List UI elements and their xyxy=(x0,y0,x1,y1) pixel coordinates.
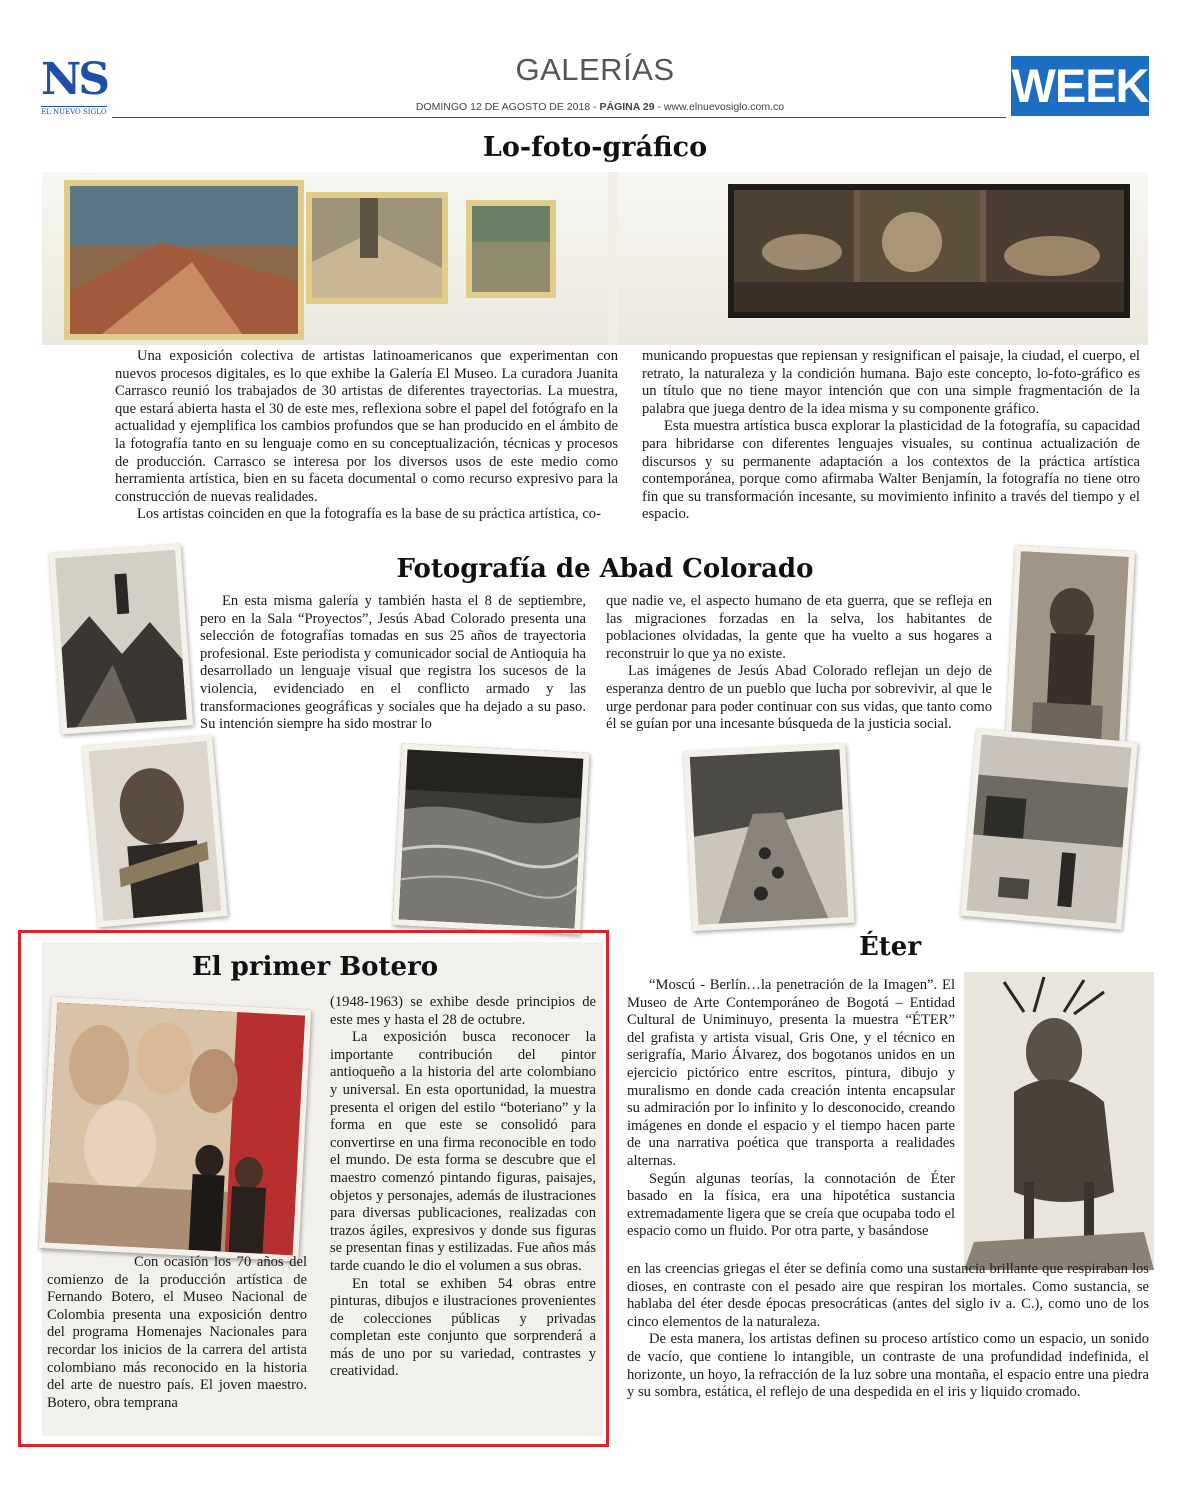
masthead-rule xyxy=(112,117,1006,118)
masthead xyxy=(0,0,1191,125)
paragraph: En total se exhiben 54 obras entre pinturas, dibujos e ilustraciones provenientes de colecciones públicas y privadas completan este conjunto que sorprenderá a más de uno por su variedad, contrastes y creatividad. xyxy=(330,1275,596,1380)
paragraph: Con ocasión los 70 años del comienzo de la producción artística de Fernando Botero, el Museo Nacional de Colombia presenta una exposición dentro del programa Homenajes Nacionales para recordar los inicios de la carrera del artista colombiano más reconocido en la historia del arte de nuestro país. El joven maestro. Botero, obra temprana xyxy=(47,1254,307,1411)
botero-col1 xyxy=(47,1254,307,1412)
photo-eter-engraving-art xyxy=(964,972,1154,1270)
section-title: GALERÍAS xyxy=(515,52,675,87)
gallery-photo xyxy=(42,172,1148,345)
week-badge: WEEK xyxy=(1011,56,1149,116)
dateline: DOMINGO 12 DE AGOSTO DE 2018 - PÁGINA 29 - www.elnuevosiglo.com.co xyxy=(415,101,785,113)
gallery-photo-art xyxy=(42,172,1148,345)
photo-displaced-people xyxy=(683,743,854,931)
lofotografico-col1 xyxy=(115,348,618,524)
photo-street-soldier-art xyxy=(967,735,1132,923)
headline-botero: El primer Botero xyxy=(191,952,439,982)
paragraph-continued: que nadie ve, el aspecto humano de eta guerra, que se refleja en las migraciones forzadas en la selva, los habitantes de poblaciones olvidadas, la gente que ha vuelto a sus hogares a reconstruir lo que ya no existe. xyxy=(606,593,992,662)
photo-smiling-boy-art xyxy=(89,741,221,921)
photo-river-art xyxy=(399,750,584,929)
photo-smiling-boy xyxy=(82,735,227,928)
photo-eter-engraving xyxy=(964,972,1154,1270)
photo-river xyxy=(392,743,589,935)
dateline-page: PÁGINA 29 xyxy=(599,101,655,113)
headline-eter: Éter xyxy=(858,932,922,962)
paragraph: De esta manera, los artistas definen su proceso artístico como un espacio, un sonido de vacío, que contiene lo intangible, un contraste de una profundidad indefinida, el horizonte, un hoyo, la refracción de la luz sobre una montaña, el espacio entre una piedra y su sombra, estática, el reflejo de una despedida en el iris y liquido cromado. xyxy=(627,1331,1149,1401)
paragraph: Las imágenes de Jesús Abad Colorado reflejan un dejo de esperanza dentro de un pueblo que lucha por sobrevivir, al que le urge perdonar para poder continuar con sus vidas, que tanto como él se guían por una incesante búsqueda de la justicia social. xyxy=(606,663,992,733)
photo-botero-exhibition-art xyxy=(45,1003,305,1256)
paragraph-continued: (1948-1963) se exhibe desde principios de este mes y hasta el 28 de octubre. xyxy=(330,994,596,1028)
dateline-website[interactable]: www.elnuevosiglo.com.co xyxy=(663,101,785,113)
photo-street-soldier xyxy=(960,728,1138,929)
paragraph: Una exposición colectiva de artistas latinoamericanos que experimentan con nuevos procesos digitales, es lo que exhibe la Galería El Museo. La curadora Juanita Carrasco reunió los trabajados de 30 artistas de diferentes trayectorias. La muestra, que estará abierta hasta el 30 de este mes, reflexiona sobre el papel del fotógrafo en la actualidad y ejemplifica los cambios profundos que se han producido en el ámbito de la fotografía tanto en su lenguaje como en su conceptualización, técnicas y procesos de producción. Carrasco se interesa por los diversos usos de este medio como herramienta artística, bien en su faceta documental o como recurso expresivo para la construcción de nuevas realidades. xyxy=(115,348,618,505)
photo-mother-child xyxy=(1005,545,1135,749)
dateline-date: DOMINGO 12 DE AGOSTO DE 2018 xyxy=(415,101,591,113)
paragraph: “Moscú - Berlín…la penetración de la Imagen”. El Museo de Arte Contemporáneo de Bogotá – Entidad Cultural de Uniminuyo, presenta la muestra “ÉTER” del grafista y artista visual, Gris One, y el técnico en serigrafía, Mario Álvarez, dos bogotanos unidos en un ejercicio pictórico entre escritos, pintura, dibujo y muralismo en donde cada creación intenta encapsular su admiración por lo infinito y lo desconocido, creando imágenes en donde el espacio y el tiempo hacen parte de una narrativa poética que transporta a realidades alternas. xyxy=(627,977,955,1169)
paragraph: Esta muestra artística busca explorar la plasticidad de la fotografía, su capacidad para hibridarse con diferentes lenguajes visuales, su continua actualización de discursos y su permanente adaptación a los contextos de la práctica artística contemporánea, porque como afirmaba Walter Benjamín, la fotografía no tiene otro fin que su transformación incesante, su movimiento infinito a través del tiempo y el espacio. xyxy=(642,418,1140,523)
ns-logo-letters: NS xyxy=(41,54,107,105)
paragraph: Según algunas teorías, la connotación de Éter basado en la física, era una hipotética sustancia extremadamente ligera que se creía que ocupaba todo el espacio como un fluido. Por otra parte, y basándose xyxy=(627,1170,955,1240)
photo-mother-child-art xyxy=(1011,551,1129,742)
photo-destroyed-house xyxy=(49,544,193,735)
paragraph-continued: municando propuestas que repiensan y resignifican el paisaje, la ciudad, el cuerpo, el retrato, la naturaleza y la condición humana. Bajo este concepto, lo-foto-gráfico es un título que no tiene mayor intención que con una simple fragmentación de la palabra que juega dentro de la idea misma y su componente gráfico. xyxy=(642,348,1140,417)
ns-logo-subtitle: EL NUEVO SIGLO xyxy=(41,108,107,116)
botero-col2 xyxy=(330,994,596,1381)
photo-botero-exhibition xyxy=(39,996,312,1261)
paragraph: En esta misma galería y también hasta el 8 de septiembre, pero en la Sala “Proyectos”, Jesús Abad Colorado presenta una selección de fotografías tomadas en sus 25 años de trayectoria profesional. Este periodista y comunicador social de Antioquia ha desarrollado un lenguaje visual que registra los sucesos de la violencia, evidenciado en el conflicto armado y las transformaciones geográficas y sociales que ha dejado a su paso. Su intención siempre ha sido mostrar lo xyxy=(200,593,586,733)
headline-lofotografico: Lo-foto-gráfico xyxy=(482,132,708,163)
paragraph: La exposición busca reconocer la importante contribución del pintor antioqueño a la historia del arte colombiano y universal. En esta oportunidad, la muestra presenta el origen del estilo “boteriano” y la forma en que este se consolidó para convertirse en una firma reconocible en todo el mundo. De esta forma se descubre que el maestro comenzó pintando figuras, paisajes, objetos y personajes, además de ilustraciones para diversas publicaciones, realizadas con trazos ágiles, expresivos y donde sus figuras se presentan finas y estilizadas. Fue años más tarde cuando le dio el volumen a sus obras. xyxy=(330,1029,596,1274)
abad-col2 xyxy=(606,593,992,734)
photo-displaced-people-art xyxy=(690,749,849,925)
headline-abad: Fotografía de Abad Colorado xyxy=(396,554,814,584)
eter-top xyxy=(627,977,955,1241)
paragraph: Los artistas coinciden en que la fotografía es la base de su práctica artística, co- xyxy=(137,506,601,523)
lofotografico-col2 xyxy=(642,348,1140,524)
photo-destroyed-house-art xyxy=(55,550,187,728)
ns-logo xyxy=(41,56,107,120)
eter-bottom xyxy=(627,1261,1149,1402)
paragraph-continued: en las creencias griegas el éter se definía como una sustancia brillante que respiraban los dioses, en contraste con el pesado aire que respiran los mortales. Como sustancia, se hablaba del éter desde épocas presocráticas (antes del siglo iv a. C.), como uno de los cinco elementos de la naturaleza. xyxy=(627,1261,1149,1330)
abad-col1 xyxy=(200,593,586,734)
